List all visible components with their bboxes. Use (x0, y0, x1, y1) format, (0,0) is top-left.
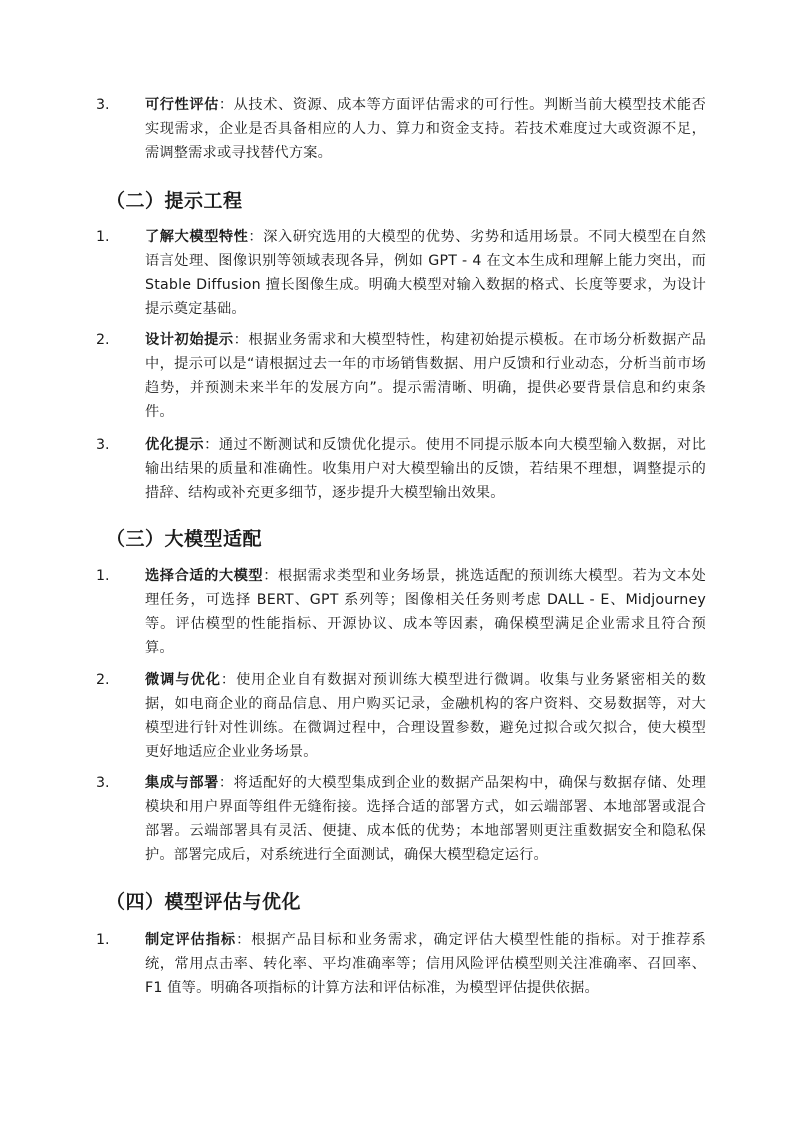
item-number: 2. (96, 672, 110, 688)
section-heading: （二）提示工程 (106, 190, 243, 212)
item-text (145, 93, 706, 165)
item-body: 根据业务需求和大模型特性，构建初始提示模板。在市场分析数据产品中，提示可以是“请根据过去一年的市场销售数据、用户反馈和行业动态，分析当前市场趋势，并预测未来半年的发展方向”。提示需清晰、明确，提供必要背景信息和约束条件。 (145, 332, 707, 420)
item-number: 1. (96, 229, 110, 245)
item-number: 2. (96, 332, 110, 348)
list-item (96, 225, 706, 321)
item-number: 3. (96, 437, 110, 453)
section-heading: （四）模型评估与优化 (106, 891, 302, 913)
item-text (145, 225, 706, 321)
item-term: 优化提示 (145, 437, 205, 453)
item-text (145, 328, 706, 424)
list-item (96, 928, 706, 1000)
list-item (96, 328, 706, 424)
item-text (145, 668, 706, 764)
item-number: 3. (96, 97, 110, 113)
item-term: 集成与部署 (145, 775, 219, 791)
item-body: 从技术、资源、成本等方面评估需求的可行性。判断当前大模型技术能否实现需求，企业是否具备相应的人力、算力和资金支持。若技术难度过大或资源不足，需调整需求或寻找替代方案。 (145, 97, 706, 161)
item-term: 选择合适的大模型 (145, 568, 264, 584)
item-body: 使用企业自有数据对预训练大模型进行微调。收集与业务紧密相关的数据，如电商企业的商品信息、用户购买记录，金融机构的客户资料、交易数据等，对大模型进行针对性训练。在微调过程中，合理设置参数，避免过拟合或欠拟合，使大模型更好地适应企业业务场景。 (145, 672, 706, 760)
item-term: 可行性评估 (145, 97, 219, 113)
item-separator: ： (248, 229, 264, 245)
item-text (145, 928, 706, 1000)
list-item (96, 93, 706, 165)
list-item (96, 771, 706, 867)
list-item (96, 433, 706, 505)
list-item (96, 564, 706, 660)
item-text (145, 564, 706, 660)
item-separator: ： (204, 437, 219, 453)
item-separator: ： (263, 568, 278, 584)
item-term: 微调与优化 (145, 672, 221, 688)
item-number: 1. (96, 568, 110, 584)
list-item (96, 668, 706, 764)
item-body: 根据需求类型和业务场景，挑选适配的预训练大模型。若为文本处理任务，可选择 BERT、GPT 系列等；图像相关任务则考虑 DALL - E、Midjourney 等。评估模型的性能指标、开源协议、成本等因素，确保模型满足企业需求且符合预算。 (145, 568, 706, 656)
item-text (145, 433, 706, 505)
item-term: 制定评估指标 (145, 932, 237, 948)
item-body: 根据产品目标和业务需求，确定评估大模型性能的指标。对于推荐系统，常用点击率、转化率、平均准确率等；信用风险评估模型则关注准确率、召回率、F1 值等。明确各项指标的计算方法和评估标准，为模型评估提供依据。 (145, 932, 706, 996)
item-separator: ： (218, 775, 234, 791)
item-term: 设计初始提示 (145, 332, 234, 348)
item-number: 1. (96, 932, 110, 948)
item-text (145, 771, 706, 867)
item-body: 通过不断测试和反馈优化提示。使用不同提示版本向大模型输入数据，对比输出结果的质量和准确性。收集用户对大模型输出的反馈，若结果不理想，调整提示的措辞、结构或补充更多细节，逐步提升大模型输出效果。 (145, 437, 706, 501)
item-separator: ： (220, 672, 237, 688)
item-separator: ： (236, 932, 252, 948)
item-separator: ： (233, 332, 249, 348)
item-number: 3. (96, 775, 110, 791)
item-separator: ： (218, 97, 234, 113)
item-body: 深入研究选用的大模型的优势、劣势和适用场景。不同大模型在自然语言处理、图像识别等领域表现各异，例如 GPT - 4 在文本生成和理解上能力突出，而 Stable Diffusion 擅长图像生成。明确大模型对输入数据的格式、长度等要求，为设计提示奠定基础。 (145, 229, 706, 317)
section-heading: （三）大模型适配 (106, 528, 263, 550)
item-term: 了解大模型特性 (145, 229, 249, 245)
item-body: 将适配好的大模型集成到企业的数据产品架构中，确保与数据存储、处理模块和用户界面等组件无缝衔接。选择合适的部署方式，如云端部署、本地部署或混合部署。云端部署具有灵活、便捷、成本低的优势；本地部署则更注重数据安全和隐私保护。部署完成后，对系统进行全面测试，确保大模型稳定运行。 (145, 775, 706, 863)
